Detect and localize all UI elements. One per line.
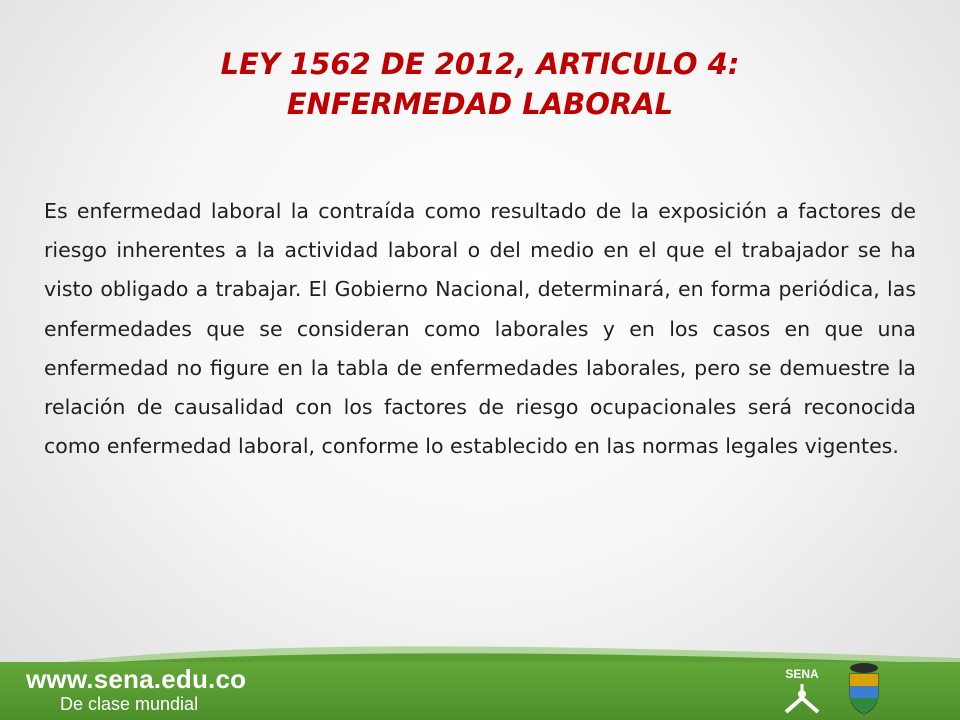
sena-logo-icon [778, 664, 826, 714]
colombia-coat-of-arms-icon [838, 660, 890, 716]
title-line-1: LEY 1562 DE 2012, ARTICULO 4: [220, 47, 740, 81]
footer-url[interactable]: www.sena.edu.co [26, 664, 247, 694]
slide-title [60, 44, 900, 124]
footer-tagline: De clase mundial [60, 694, 199, 714]
sena-logo-text: SENA [785, 667, 819, 681]
title-line-2: ENFERMEDAD LABORAL [286, 87, 674, 121]
body-paragraph: Es enfermedad laboral la contraída como resultado de la exposición a factores de riesgo inherentes a la actividad laboral o del medio en el que el trabajador se ha visto obligado a trabajar. El Gobierno Nacional, determinará, en forma periódica, las enfermedades que se consideran como laborales y en los casos en que una enfermedad no figure en la tabla de enfermedades laborales, pero se demuestre la relación de causalidad con los factores de riesgo ocupacionales será reconocida como enfermedad laboral, conforme lo establecido en las normas legales vigentes. [44, 199, 916, 459]
footer-bar [0, 662, 960, 720]
